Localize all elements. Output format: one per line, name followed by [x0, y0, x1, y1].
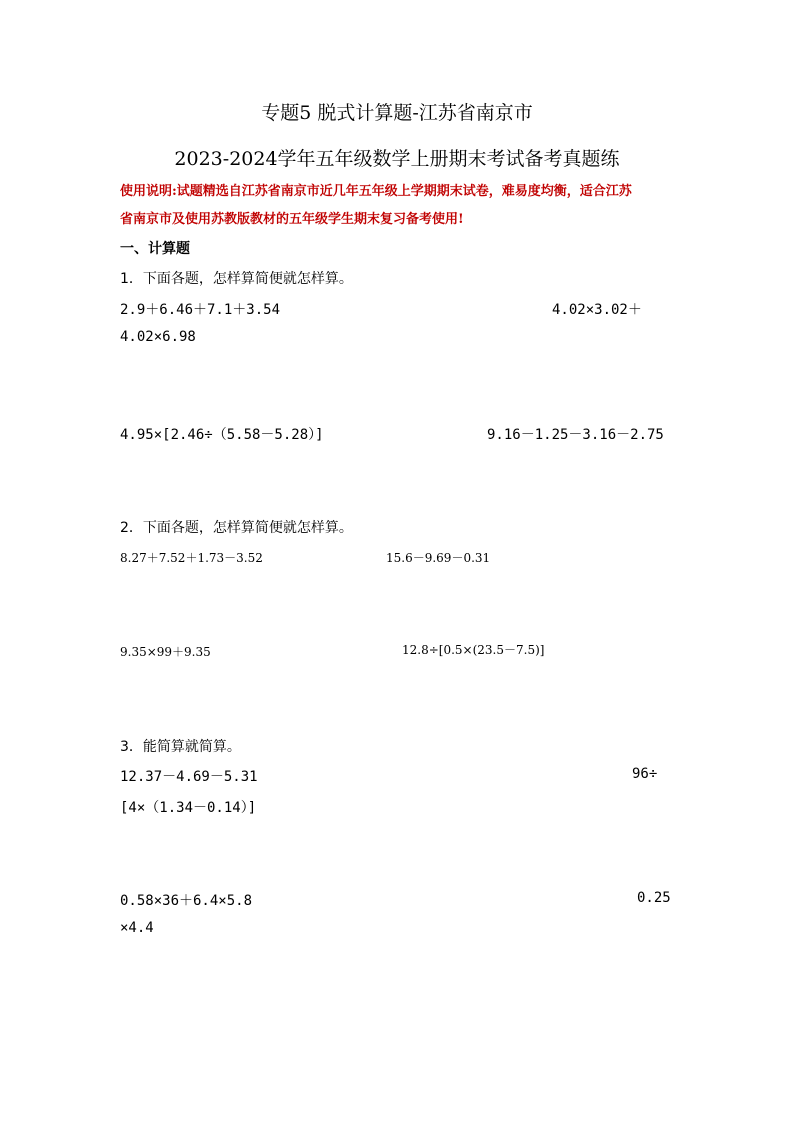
question-2-heading: 2．下面各题，怎样算简便就怎样算。 — [120, 520, 353, 536]
usage-note-line-2: 省南京市及使用苏教版教材的五年级学生期末复习备考使用! — [120, 212, 464, 227]
q2-expression-3: 9.35×99＋9.35 — [120, 645, 211, 659]
q3-expression-2-part-1: 96÷ — [632, 766, 658, 782]
q2-expression-4: 12.8÷[0.5×(23.5－7.5)] — [402, 643, 545, 657]
document-title-line-2: 2023-2024学年五年级数学上册期末考试备考真题练 — [174, 148, 620, 170]
q2-expression-2: 15.6－9.69－0.31 — [386, 551, 491, 565]
q1-expression-1: 2.9＋6.46＋7.1＋3.54 — [120, 302, 281, 318]
q1-expression-4: 9.16－1.25－3.16－2.75 — [487, 427, 664, 443]
q3-expression-1: 12.37－4.69－5.31 — [120, 769, 258, 785]
question-3-heading: 3．能简算就简算。 — [120, 739, 241, 755]
q2-expression-1: 8.27＋7.52＋1.73－3.52 — [120, 551, 263, 565]
q1-expression-2-part-2: 4.02×6.98 — [120, 329, 196, 345]
usage-note-line-1: 使用说明:试题精选自江苏省南京市近几年五年级上学期期末试卷，难易度均衡，适合江苏 — [120, 184, 632, 199]
q1-expression-3: 4.95×[2.46÷（5.58－5.28）] — [120, 427, 324, 443]
document-title-line-1: 专题5 脱式计算题-江苏省南京市 — [261, 102, 533, 124]
q3-expression-4-part-1: 0.25 — [637, 890, 671, 906]
q3-expression-4-part-2: ×4.4 — [120, 920, 154, 936]
question-1-heading: 1．下面各题，怎样算简便就怎样算。 — [120, 271, 353, 287]
q3-expression-3: 0.58×36＋6.4×5.8 — [120, 893, 253, 909]
section-heading: 一、计算题 — [120, 241, 190, 257]
q1-expression-2-part-1: 4.02×3.02＋ — [552, 302, 642, 318]
q3-expression-2-part-2: [4×（1.34－0.14）] — [120, 800, 257, 816]
